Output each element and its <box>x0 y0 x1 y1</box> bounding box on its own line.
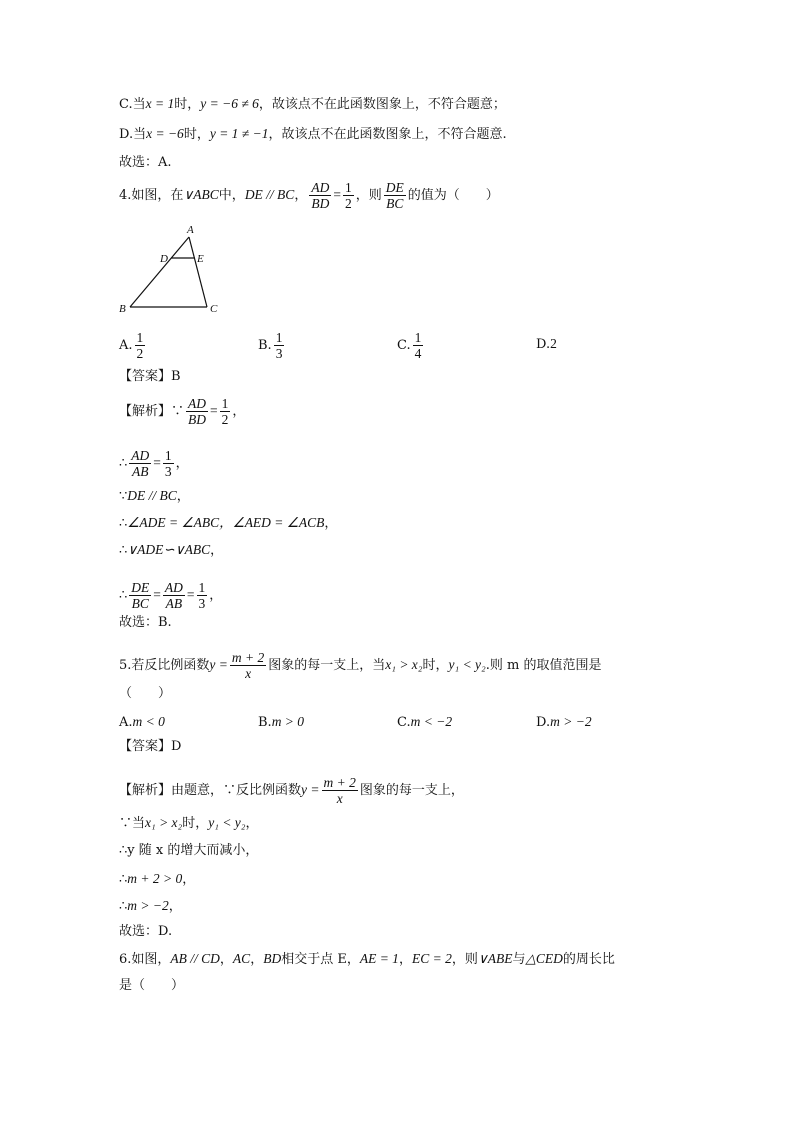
q4-option-d: D.2 <box>536 336 557 352</box>
label-a: A <box>187 224 194 236</box>
q5-option-b: B.m > 0 <box>258 714 305 730</box>
q4-analysis-step-5: ∴∨ADE∽∨ABC， <box>119 542 224 558</box>
q5-option-a: A.m < 0 <box>119 714 165 730</box>
q5-analysis-step-5: ∴m > −2， <box>119 898 182 914</box>
label-c: C <box>210 303 218 315</box>
q4-choice: 故选：B. <box>119 615 172 630</box>
q5-option-d: D.m > −2 <box>536 714 592 730</box>
q5-choice: 故选：D. <box>119 924 173 939</box>
label-d: D <box>160 253 168 265</box>
label-b: B <box>119 303 126 315</box>
q4-option-c: C. $\frac{1}{4}$ <box>397 330 422 361</box>
q4-answer: 【答案】B <box>119 369 181 384</box>
q4-option-b: B. $\frac{1}{3}$ <box>258 330 283 361</box>
label-e: E <box>197 253 204 265</box>
q4-analysis-step-2: ∴ $\frac{AD}{AB}$ = $\frac{1}{3}$ ， <box>119 448 189 479</box>
q5-stem: 5.若反比例函数y = $\frac{m + 2}{x}$ 图象的每一支上，当x₁ > x₂时，y₁ < y₂.则 m 的取值范围是 <box>119 650 602 681</box>
q4-analysis-step-3: ∵DE // BC， <box>119 488 190 504</box>
side-ac <box>189 237 207 307</box>
q5-analysis-step-4: ∴m + 2 > 0， <box>119 871 196 887</box>
q5-analysis-step-1: 【解析】由题意，∵反比例函数y = $\frac{m + 2}{x}$ 图象的每一支上， <box>119 775 464 806</box>
q4-stem: 4.如图，在∨ABC中，DE // BC， $\frac{AD}{BD}$ = $\frac{1}{2}$ ，则 $\frac{DE}{BC}$ 的值为（ ） <box>119 180 499 211</box>
q5-analysis-step-2: ∵当x₁ > x₂时，y₁ < y₂， <box>119 815 259 831</box>
q4-analysis-step-4: ∴∠ADE = ∠ABC，∠AED = ∠ACB， <box>119 515 338 531</box>
q4-triangle-figure <box>115 220 235 320</box>
q3-option-c-line: C.当x = 1时，y = −6 ≠ 6，故该点不在此函数图象上，不符合题意； <box>119 96 506 112</box>
q4-option-a: A. $\frac{1}{2}$ <box>119 330 144 361</box>
q3-choice: 故选：A. <box>119 155 172 170</box>
q5-option-c: C.m < −2 <box>397 714 453 730</box>
q4-fraction-ad-bd: $\frac{AD}{BD}$ <box>311 180 330 211</box>
q4-analysis-step-1: 【解析】∵ $\frac{AD}{BD}$ = $\frac{1}{2}$ ， <box>119 396 246 427</box>
q4-fraction-half: $\frac{1}{2}$ <box>344 180 352 211</box>
side-ab <box>130 237 189 307</box>
q5-answer: 【答案】D <box>119 739 182 754</box>
q6-stem-line-2: 是（ ） <box>119 978 185 993</box>
q6-stem: 6.如图，AB // CD，AC，BD相交于点 E，AE = 1，EC = 2，则∨ABE与△CED的周长比 <box>119 951 615 967</box>
q5-analysis-step-3: ∴y 随 x 的增大而减小， <box>119 843 259 858</box>
q3-option-d-line: D.当x = −6时，y = 1 ≠ −1，故该点不在此函数图象上，不符合题意. <box>119 126 507 142</box>
q4-fraction-de-bc: $\frac{DE}{BC}$ <box>385 180 404 211</box>
q4-analysis-step-6: ∴ $\frac{DE}{BC}$ = $\frac{AD}{AB}$ = $\frac{1}{3}$ ， <box>119 580 223 611</box>
q5-paren: （ ） <box>119 686 172 701</box>
